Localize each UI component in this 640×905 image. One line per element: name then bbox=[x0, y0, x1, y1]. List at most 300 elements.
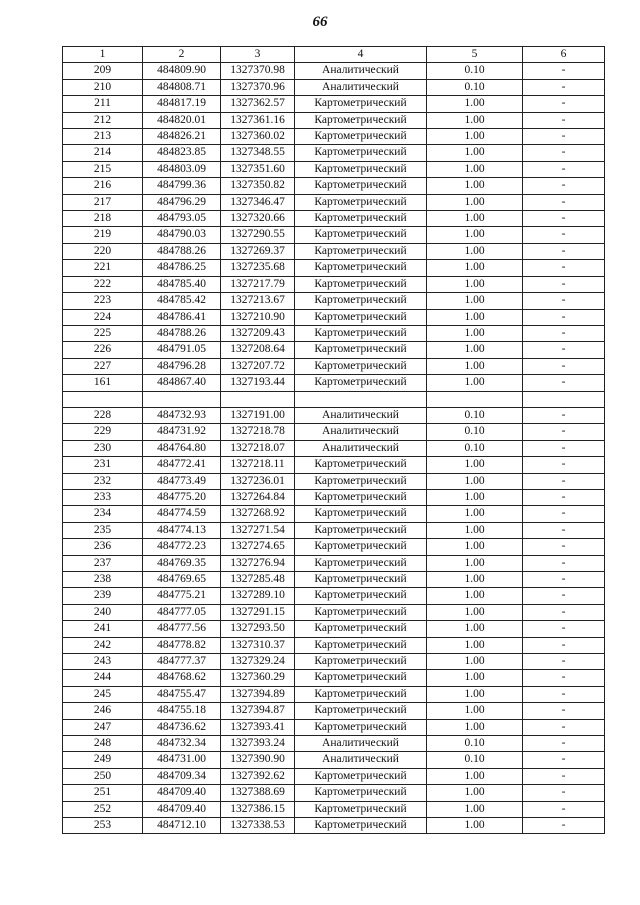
y-coordinate-cell: 1327361.16 bbox=[221, 112, 295, 128]
y-coordinate-cell: 1327351.60 bbox=[221, 161, 295, 177]
note-cell: - bbox=[523, 309, 605, 325]
accuracy-cell: 1.00 bbox=[427, 703, 523, 719]
note-cell: - bbox=[523, 489, 605, 505]
x-coordinate-cell: 484786.25 bbox=[143, 260, 221, 276]
table-row bbox=[63, 473, 605, 489]
y-coordinate-cell: 1327276.94 bbox=[221, 555, 295, 571]
point-number-cell: 239 bbox=[63, 588, 143, 604]
table-row bbox=[63, 63, 605, 79]
point-number-cell: 240 bbox=[63, 604, 143, 620]
method-cell bbox=[295, 391, 427, 407]
method-cell: Картометрический bbox=[295, 654, 427, 670]
y-coordinate-cell bbox=[221, 391, 295, 407]
accuracy-cell: 1.00 bbox=[427, 325, 523, 341]
note-cell: - bbox=[523, 506, 605, 522]
note-cell: - bbox=[523, 440, 605, 456]
header-cell-2: 2 bbox=[143, 47, 221, 63]
accuracy-cell: 1.00 bbox=[427, 227, 523, 243]
note-cell: - bbox=[523, 243, 605, 259]
note-cell: - bbox=[523, 522, 605, 538]
y-coordinate-cell: 1327310.37 bbox=[221, 637, 295, 653]
method-cell: Картометрический bbox=[295, 276, 427, 292]
y-coordinate-cell: 1327393.41 bbox=[221, 719, 295, 735]
table-row bbox=[63, 457, 605, 473]
y-coordinate-cell: 1327289.10 bbox=[221, 588, 295, 604]
point-number-cell: 214 bbox=[63, 145, 143, 161]
accuracy-cell: 1.00 bbox=[427, 818, 523, 834]
y-coordinate-cell: 1327193.44 bbox=[221, 375, 295, 391]
accuracy-cell: 0.10 bbox=[427, 424, 523, 440]
point-number-cell: 243 bbox=[63, 654, 143, 670]
note-cell: - bbox=[523, 161, 605, 177]
y-coordinate-cell: 1327210.90 bbox=[221, 309, 295, 325]
accuracy-cell: 1.00 bbox=[427, 539, 523, 555]
accuracy-cell: 0.10 bbox=[427, 407, 523, 423]
method-cell: Картометрический bbox=[295, 342, 427, 358]
method-cell: Аналитический bbox=[295, 407, 427, 423]
method-cell: Картометрический bbox=[295, 489, 427, 505]
y-coordinate-cell: 1327388.69 bbox=[221, 785, 295, 801]
method-cell: Картометрический bbox=[295, 473, 427, 489]
method-cell: Картометрический bbox=[295, 293, 427, 309]
table-row bbox=[63, 604, 605, 620]
y-coordinate-cell: 1327393.24 bbox=[221, 736, 295, 752]
accuracy-cell: 1.00 bbox=[427, 801, 523, 817]
x-coordinate-cell: 484785.42 bbox=[143, 293, 221, 309]
point-number-cell: 253 bbox=[63, 818, 143, 834]
method-cell: Аналитический bbox=[295, 736, 427, 752]
table-row bbox=[63, 818, 605, 834]
table-row bbox=[63, 243, 605, 259]
point-number-cell: 212 bbox=[63, 112, 143, 128]
accuracy-cell: 1.00 bbox=[427, 342, 523, 358]
accuracy-cell: 0.10 bbox=[427, 79, 523, 95]
y-coordinate-cell: 1327370.96 bbox=[221, 79, 295, 95]
header-cell-6: 6 bbox=[523, 47, 605, 63]
accuracy-cell: 1.00 bbox=[427, 768, 523, 784]
y-coordinate-cell: 1327346.47 bbox=[221, 194, 295, 210]
table-row bbox=[63, 161, 605, 177]
coordinates-table bbox=[62, 46, 605, 834]
method-cell: Картометрический bbox=[295, 112, 427, 128]
table-row bbox=[63, 621, 605, 637]
accuracy-cell: 1.00 bbox=[427, 654, 523, 670]
x-coordinate-cell: 484785.40 bbox=[143, 276, 221, 292]
point-number-cell: 236 bbox=[63, 539, 143, 555]
x-coordinate-cell: 484709.34 bbox=[143, 768, 221, 784]
y-coordinate-cell: 1327213.67 bbox=[221, 293, 295, 309]
x-coordinate-cell: 484777.37 bbox=[143, 654, 221, 670]
header-cell-4: 4 bbox=[295, 47, 427, 63]
point-number-cell: 250 bbox=[63, 768, 143, 784]
point-number-cell: 245 bbox=[63, 686, 143, 702]
x-coordinate-cell: 484731.00 bbox=[143, 752, 221, 768]
y-coordinate-cell: 1327390.90 bbox=[221, 752, 295, 768]
table-row bbox=[63, 260, 605, 276]
point-number-cell: 228 bbox=[63, 407, 143, 423]
accuracy-cell: 1.00 bbox=[427, 522, 523, 538]
note-cell: - bbox=[523, 375, 605, 391]
y-coordinate-cell: 1327394.87 bbox=[221, 703, 295, 719]
x-coordinate-cell: 484712.10 bbox=[143, 818, 221, 834]
note-cell: - bbox=[523, 768, 605, 784]
x-coordinate-cell: 484820.01 bbox=[143, 112, 221, 128]
method-cell: Аналитический bbox=[295, 79, 427, 95]
table-row bbox=[63, 309, 605, 325]
note-cell: - bbox=[523, 719, 605, 735]
x-coordinate-cell: 484778.82 bbox=[143, 637, 221, 653]
table-row bbox=[63, 145, 605, 161]
x-coordinate-cell: 484732.93 bbox=[143, 407, 221, 423]
method-cell: Аналитический bbox=[295, 752, 427, 768]
method-cell: Картометрический bbox=[295, 129, 427, 145]
table-row bbox=[63, 96, 605, 112]
point-number-cell: 241 bbox=[63, 621, 143, 637]
point-number-cell: 229 bbox=[63, 424, 143, 440]
accuracy-cell: 1.00 bbox=[427, 358, 523, 374]
table-row bbox=[63, 227, 605, 243]
point-number-cell: 218 bbox=[63, 211, 143, 227]
note-cell: - bbox=[523, 276, 605, 292]
y-coordinate-cell: 1327235.68 bbox=[221, 260, 295, 276]
header-cell-1: 1 bbox=[63, 47, 143, 63]
x-coordinate-cell: 484809.90 bbox=[143, 63, 221, 79]
method-cell: Картометрический bbox=[295, 801, 427, 817]
table-row bbox=[63, 391, 605, 407]
accuracy-cell: 1.00 bbox=[427, 571, 523, 587]
accuracy-cell: 1.00 bbox=[427, 719, 523, 735]
page-number: 66 bbox=[312, 14, 328, 30]
note-cell: - bbox=[523, 785, 605, 801]
point-number-cell: 249 bbox=[63, 752, 143, 768]
method-cell: Картометрический bbox=[295, 637, 427, 653]
accuracy-cell: 1.00 bbox=[427, 375, 523, 391]
accuracy-cell: 1.00 bbox=[427, 785, 523, 801]
header-cell-3: 3 bbox=[221, 47, 295, 63]
y-coordinate-cell: 1327218.07 bbox=[221, 440, 295, 456]
point-number-cell: 233 bbox=[63, 489, 143, 505]
x-coordinate-cell: 484764.80 bbox=[143, 440, 221, 456]
note-cell: - bbox=[523, 703, 605, 719]
note-cell: - bbox=[523, 112, 605, 128]
table-row bbox=[63, 555, 605, 571]
x-coordinate-cell: 484768.62 bbox=[143, 670, 221, 686]
x-coordinate-cell: 484772.23 bbox=[143, 539, 221, 555]
note-cell: - bbox=[523, 358, 605, 374]
x-coordinate-cell: 484823.85 bbox=[143, 145, 221, 161]
x-coordinate-cell: 484769.65 bbox=[143, 571, 221, 587]
point-number-cell: 247 bbox=[63, 719, 143, 735]
y-coordinate-cell: 1327338.53 bbox=[221, 818, 295, 834]
x-coordinate-cell: 484777.05 bbox=[143, 604, 221, 620]
method-cell: Картометрический bbox=[295, 818, 427, 834]
y-coordinate-cell: 1327329.24 bbox=[221, 654, 295, 670]
method-cell: Картометрический bbox=[295, 260, 427, 276]
table-row bbox=[63, 637, 605, 653]
point-number-cell: 244 bbox=[63, 670, 143, 686]
y-coordinate-cell: 1327271.54 bbox=[221, 522, 295, 538]
method-cell: Картометрический bbox=[295, 522, 427, 538]
method-cell: Картометрический bbox=[295, 555, 427, 571]
x-coordinate-cell: 484791.05 bbox=[143, 342, 221, 358]
accuracy-cell: 1.00 bbox=[427, 621, 523, 637]
accuracy-cell: 1.00 bbox=[427, 588, 523, 604]
note-cell: - bbox=[523, 227, 605, 243]
point-number-cell: 222 bbox=[63, 276, 143, 292]
method-cell: Картометрический bbox=[295, 325, 427, 341]
note-cell: - bbox=[523, 670, 605, 686]
method-cell: Картометрический bbox=[295, 457, 427, 473]
note-cell: - bbox=[523, 686, 605, 702]
method-cell: Картометрический bbox=[295, 145, 427, 161]
table-row bbox=[63, 211, 605, 227]
note-cell: - bbox=[523, 145, 605, 161]
y-coordinate-cell: 1327236.01 bbox=[221, 473, 295, 489]
y-coordinate-cell: 1327285.48 bbox=[221, 571, 295, 587]
y-coordinate-cell: 1327360.02 bbox=[221, 129, 295, 145]
y-coordinate-cell: 1327320.66 bbox=[221, 211, 295, 227]
point-number-cell: 238 bbox=[63, 571, 143, 587]
point-number-cell: 252 bbox=[63, 801, 143, 817]
y-coordinate-cell: 1327291.15 bbox=[221, 604, 295, 620]
accuracy-cell: 1.00 bbox=[427, 293, 523, 309]
method-cell: Картометрический bbox=[295, 719, 427, 735]
method-cell: Картометрический bbox=[295, 670, 427, 686]
point-number-cell bbox=[63, 391, 143, 407]
accuracy-cell: 1.00 bbox=[427, 473, 523, 489]
table-row bbox=[63, 801, 605, 817]
point-number-cell: 224 bbox=[63, 309, 143, 325]
note-cell: - bbox=[523, 555, 605, 571]
accuracy-cell: 1.00 bbox=[427, 489, 523, 505]
note-cell: - bbox=[523, 588, 605, 604]
accuracy-cell: 1.00 bbox=[427, 276, 523, 292]
y-coordinate-cell: 1327269.37 bbox=[221, 243, 295, 259]
x-coordinate-cell: 484826.21 bbox=[143, 129, 221, 145]
point-number-cell: 161 bbox=[63, 375, 143, 391]
point-number-cell: 209 bbox=[63, 63, 143, 79]
note-cell: - bbox=[523, 752, 605, 768]
method-cell: Картометрический bbox=[295, 768, 427, 784]
method-cell: Аналитический bbox=[295, 440, 427, 456]
table-row bbox=[63, 785, 605, 801]
table-row bbox=[63, 325, 605, 341]
table-row bbox=[63, 670, 605, 686]
table-row bbox=[63, 489, 605, 505]
x-coordinate-cell: 484769.35 bbox=[143, 555, 221, 571]
table-row bbox=[63, 375, 605, 391]
x-coordinate-cell bbox=[143, 391, 221, 407]
note-cell: - bbox=[523, 79, 605, 95]
y-coordinate-cell: 1327392.62 bbox=[221, 768, 295, 784]
note-cell: - bbox=[523, 293, 605, 309]
x-coordinate-cell: 484755.47 bbox=[143, 686, 221, 702]
table-header bbox=[63, 47, 605, 63]
point-number-cell: 232 bbox=[63, 473, 143, 489]
x-coordinate-cell: 484796.29 bbox=[143, 194, 221, 210]
note-cell: - bbox=[523, 178, 605, 194]
table-row bbox=[63, 178, 605, 194]
accuracy-cell: 1.00 bbox=[427, 555, 523, 571]
accuracy-cell: 1.00 bbox=[427, 161, 523, 177]
table-row bbox=[63, 588, 605, 604]
table-row bbox=[63, 440, 605, 456]
accuracy-cell: 1.00 bbox=[427, 309, 523, 325]
table-row bbox=[63, 407, 605, 423]
table-row bbox=[63, 112, 605, 128]
method-cell: Картометрический bbox=[295, 375, 427, 391]
x-coordinate-cell: 484732.34 bbox=[143, 736, 221, 752]
y-coordinate-cell: 1327268.92 bbox=[221, 506, 295, 522]
x-coordinate-cell: 484755.18 bbox=[143, 703, 221, 719]
table-row bbox=[63, 129, 605, 145]
table-row bbox=[63, 276, 605, 292]
method-cell: Картометрический bbox=[295, 686, 427, 702]
x-coordinate-cell: 484775.20 bbox=[143, 489, 221, 505]
accuracy-cell: 1.00 bbox=[427, 506, 523, 522]
accuracy-cell: 1.00 bbox=[427, 457, 523, 473]
method-cell: Картометрический bbox=[295, 703, 427, 719]
x-coordinate-cell: 484867.40 bbox=[143, 375, 221, 391]
x-coordinate-cell: 484709.40 bbox=[143, 785, 221, 801]
header-row bbox=[63, 47, 605, 63]
table-row bbox=[63, 194, 605, 210]
point-number-cell: 226 bbox=[63, 342, 143, 358]
note-cell: - bbox=[523, 342, 605, 358]
note-cell: - bbox=[523, 571, 605, 587]
method-cell: Аналитический bbox=[295, 424, 427, 440]
y-coordinate-cell: 1327207.72 bbox=[221, 358, 295, 374]
y-coordinate-cell: 1327370.98 bbox=[221, 63, 295, 79]
table-row bbox=[63, 719, 605, 735]
table-body bbox=[63, 63, 605, 834]
table-row bbox=[63, 768, 605, 784]
accuracy-cell: 1.00 bbox=[427, 604, 523, 620]
note-cell: - bbox=[523, 637, 605, 653]
point-number-cell: 216 bbox=[63, 178, 143, 194]
y-coordinate-cell: 1327218.78 bbox=[221, 424, 295, 440]
table-row bbox=[63, 358, 605, 374]
accuracy-cell: 1.00 bbox=[427, 129, 523, 145]
note-cell: - bbox=[523, 818, 605, 834]
point-number-cell: 242 bbox=[63, 637, 143, 653]
accuracy-cell: 1.00 bbox=[427, 145, 523, 161]
note-cell: - bbox=[523, 63, 605, 79]
table-row bbox=[63, 571, 605, 587]
accuracy-cell: 0.10 bbox=[427, 63, 523, 79]
note-cell: - bbox=[523, 211, 605, 227]
x-coordinate-cell: 484774.13 bbox=[143, 522, 221, 538]
point-number-cell: 215 bbox=[63, 161, 143, 177]
note-cell bbox=[523, 391, 605, 407]
method-cell: Картометрический bbox=[295, 96, 427, 112]
accuracy-cell: 1.00 bbox=[427, 260, 523, 276]
note-cell: - bbox=[523, 424, 605, 440]
point-number-cell: 234 bbox=[63, 506, 143, 522]
point-number-cell: 235 bbox=[63, 522, 143, 538]
accuracy-cell: 1.00 bbox=[427, 670, 523, 686]
point-number-cell: 251 bbox=[63, 785, 143, 801]
y-coordinate-cell: 1327290.55 bbox=[221, 227, 295, 243]
x-coordinate-cell: 484709.40 bbox=[143, 801, 221, 817]
method-cell: Картометрический bbox=[295, 785, 427, 801]
accuracy-cell: 0.10 bbox=[427, 752, 523, 768]
x-coordinate-cell: 484736.62 bbox=[143, 719, 221, 735]
x-coordinate-cell: 484786.41 bbox=[143, 309, 221, 325]
point-number-cell: 225 bbox=[63, 325, 143, 341]
table-row bbox=[63, 703, 605, 719]
y-coordinate-cell: 1327274.65 bbox=[221, 539, 295, 555]
x-coordinate-cell: 484772.41 bbox=[143, 457, 221, 473]
note-cell: - bbox=[523, 129, 605, 145]
method-cell: Картометрический bbox=[295, 539, 427, 555]
point-number-cell: 220 bbox=[63, 243, 143, 259]
accuracy-cell: 1.00 bbox=[427, 178, 523, 194]
x-coordinate-cell: 484799.36 bbox=[143, 178, 221, 194]
x-coordinate-cell: 484788.26 bbox=[143, 325, 221, 341]
y-coordinate-cell: 1327264.84 bbox=[221, 489, 295, 505]
x-coordinate-cell: 484788.26 bbox=[143, 243, 221, 259]
y-coordinate-cell: 1327394.89 bbox=[221, 686, 295, 702]
method-cell: Аналитический bbox=[295, 63, 427, 79]
accuracy-cell bbox=[427, 391, 523, 407]
note-cell: - bbox=[523, 194, 605, 210]
note-cell: - bbox=[523, 539, 605, 555]
method-cell: Картометрический bbox=[295, 604, 427, 620]
point-number-cell: 237 bbox=[63, 555, 143, 571]
y-coordinate-cell: 1327348.55 bbox=[221, 145, 295, 161]
x-coordinate-cell: 484777.56 bbox=[143, 621, 221, 637]
table-row bbox=[63, 342, 605, 358]
point-number-cell: 248 bbox=[63, 736, 143, 752]
method-cell: Картометрический bbox=[295, 621, 427, 637]
table-row bbox=[63, 522, 605, 538]
table-row bbox=[63, 506, 605, 522]
y-coordinate-cell: 1327350.82 bbox=[221, 178, 295, 194]
point-number-cell: 217 bbox=[63, 194, 143, 210]
x-coordinate-cell: 484790.03 bbox=[143, 227, 221, 243]
x-coordinate-cell: 484775.21 bbox=[143, 588, 221, 604]
method-cell: Картометрический bbox=[295, 506, 427, 522]
y-coordinate-cell: 1327217.79 bbox=[221, 276, 295, 292]
accuracy-cell: 0.10 bbox=[427, 440, 523, 456]
point-number-cell: 219 bbox=[63, 227, 143, 243]
y-coordinate-cell: 1327191.00 bbox=[221, 407, 295, 423]
point-number-cell: 246 bbox=[63, 703, 143, 719]
table-row bbox=[63, 654, 605, 670]
point-number-cell: 223 bbox=[63, 293, 143, 309]
table-row bbox=[63, 539, 605, 555]
y-coordinate-cell: 1327218.11 bbox=[221, 457, 295, 473]
method-cell: Картометрический bbox=[295, 358, 427, 374]
method-cell: Картометрический bbox=[295, 588, 427, 604]
accuracy-cell: 1.00 bbox=[427, 112, 523, 128]
method-cell: Картометрический bbox=[295, 309, 427, 325]
x-coordinate-cell: 484774.59 bbox=[143, 506, 221, 522]
point-number-cell: 221 bbox=[63, 260, 143, 276]
y-coordinate-cell: 1327386.15 bbox=[221, 801, 295, 817]
table-row bbox=[63, 752, 605, 768]
accuracy-cell: 1.00 bbox=[427, 194, 523, 210]
note-cell: - bbox=[523, 801, 605, 817]
y-coordinate-cell: 1327209.43 bbox=[221, 325, 295, 341]
table-row bbox=[63, 686, 605, 702]
accuracy-cell: 1.00 bbox=[427, 686, 523, 702]
note-cell: - bbox=[523, 654, 605, 670]
note-cell: - bbox=[523, 96, 605, 112]
point-number-cell: 230 bbox=[63, 440, 143, 456]
note-cell: - bbox=[523, 407, 605, 423]
